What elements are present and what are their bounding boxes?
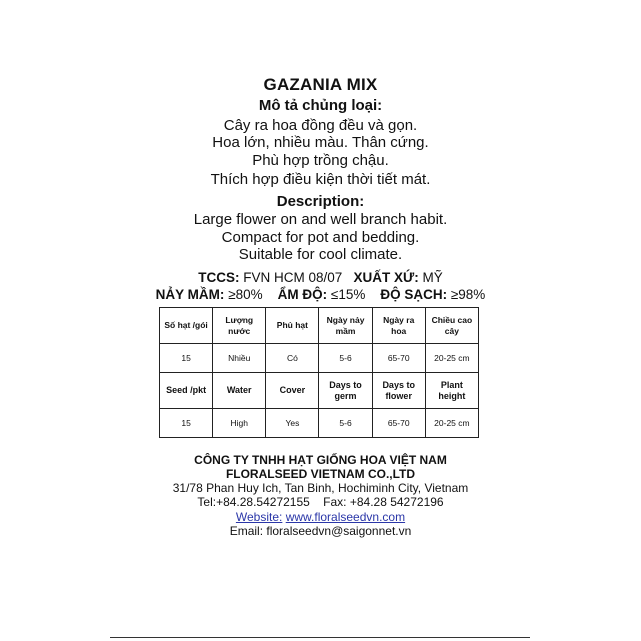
table-cell: Days to germ [319, 373, 372, 409]
table-cell: Seed /pkt [160, 373, 213, 409]
table-cell: 65-70 [372, 344, 425, 373]
en-line-3: Suitable for cool climate. [238, 246, 403, 263]
table-cell: 20-25 cm [425, 344, 478, 373]
table-cell: Yes [266, 409, 319, 438]
vi-line-1: Cây ra hoa đồng đều và gọn. [223, 117, 418, 134]
table-cell: Lượng nước [213, 308, 266, 344]
vi-line-2: Hoa lớn, nhiều màu. Thân cứng. [212, 134, 429, 151]
en-line-2: Compact for pot and bedding. [221, 229, 420, 246]
website-link[interactable]: www.floralseedvn.com [285, 510, 406, 524]
tccs-value: FVN HCM 08/07 [243, 270, 343, 285]
germination-value: ≥80% [228, 287, 263, 302]
quality-line [0, 287, 641, 302]
table-cell: 15 [160, 409, 213, 438]
table-cell: Nhiều [213, 344, 266, 373]
table-cell: Days to flower [372, 373, 425, 409]
standard-origin-line [0, 270, 641, 285]
table-row-vi [160, 344, 479, 373]
table-cell: Số hạt /gói [160, 308, 213, 344]
company-address: 31/78 Phan Huy Ich, Tan Binh, Hochiminh City, Vietnam [172, 481, 469, 495]
table-cell: Water [213, 373, 266, 409]
table-cell: Ngày ra hoa [372, 308, 425, 344]
company-phone-fax: Tel:+84.28.54272155 Fax: +84.28 54272196 [197, 495, 444, 509]
table-cell: 5-6 [319, 344, 372, 373]
table-cell: Có [266, 344, 319, 373]
spec-table [159, 307, 479, 438]
table-header-row-en [160, 373, 479, 409]
company-name-en: FLORALSEED VIETNAM CO.,LTD [225, 467, 416, 481]
table-cell: Cover [266, 373, 319, 409]
website-line [0, 510, 641, 524]
table-row-en [160, 409, 479, 438]
table-cell: Ngày nảy mầm [319, 308, 372, 344]
vi-line-3: Phù hợp trồng chậu. [252, 152, 389, 169]
website-label: Website: [235, 510, 283, 524]
en-line-1: Large flower on and well branch habit. [193, 211, 448, 228]
table-cell: Phủ hạt [266, 308, 319, 344]
purity-label: ĐỘ SẠCH: [380, 287, 448, 302]
bottom-divider [110, 637, 530, 638]
vi-description-heading: Mô tả chủng loại: [258, 97, 383, 114]
origin-value: MỸ [422, 270, 443, 285]
product-title: GAZANIA MIX [263, 75, 378, 94]
table-cell: 20-25 cm [425, 409, 478, 438]
tccs-label: TCCS: [198, 270, 240, 285]
moisture-value: ≤15% [330, 287, 366, 302]
en-description-heading: Description: [276, 193, 365, 210]
table-cell: 15 [160, 344, 213, 373]
origin-label: XUẤT XỨ: [353, 270, 419, 285]
company-name-vi: CÔNG TY TNHH HẠT GIỐNG HOA VIỆT NAM [194, 453, 447, 467]
table-cell: 5-6 [319, 409, 372, 438]
moisture-label: ẨM ĐỘ: [277, 287, 328, 302]
table-cell: Plant height [425, 373, 478, 409]
table-cell: High [213, 409, 266, 438]
company-email: Email: floralseedvn@saigonnet.vn [229, 524, 412, 538]
table-header-row-vi [160, 308, 479, 344]
purity-value: ≥98% [450, 287, 486, 302]
table-cell: 65-70 [372, 409, 425, 438]
table-cell: Chiều cao cây [425, 308, 478, 344]
vi-line-4: Thích hợp điều kiện thời tiết mát. [210, 171, 431, 188]
germination-label: NẢY MẦM: [155, 287, 225, 302]
